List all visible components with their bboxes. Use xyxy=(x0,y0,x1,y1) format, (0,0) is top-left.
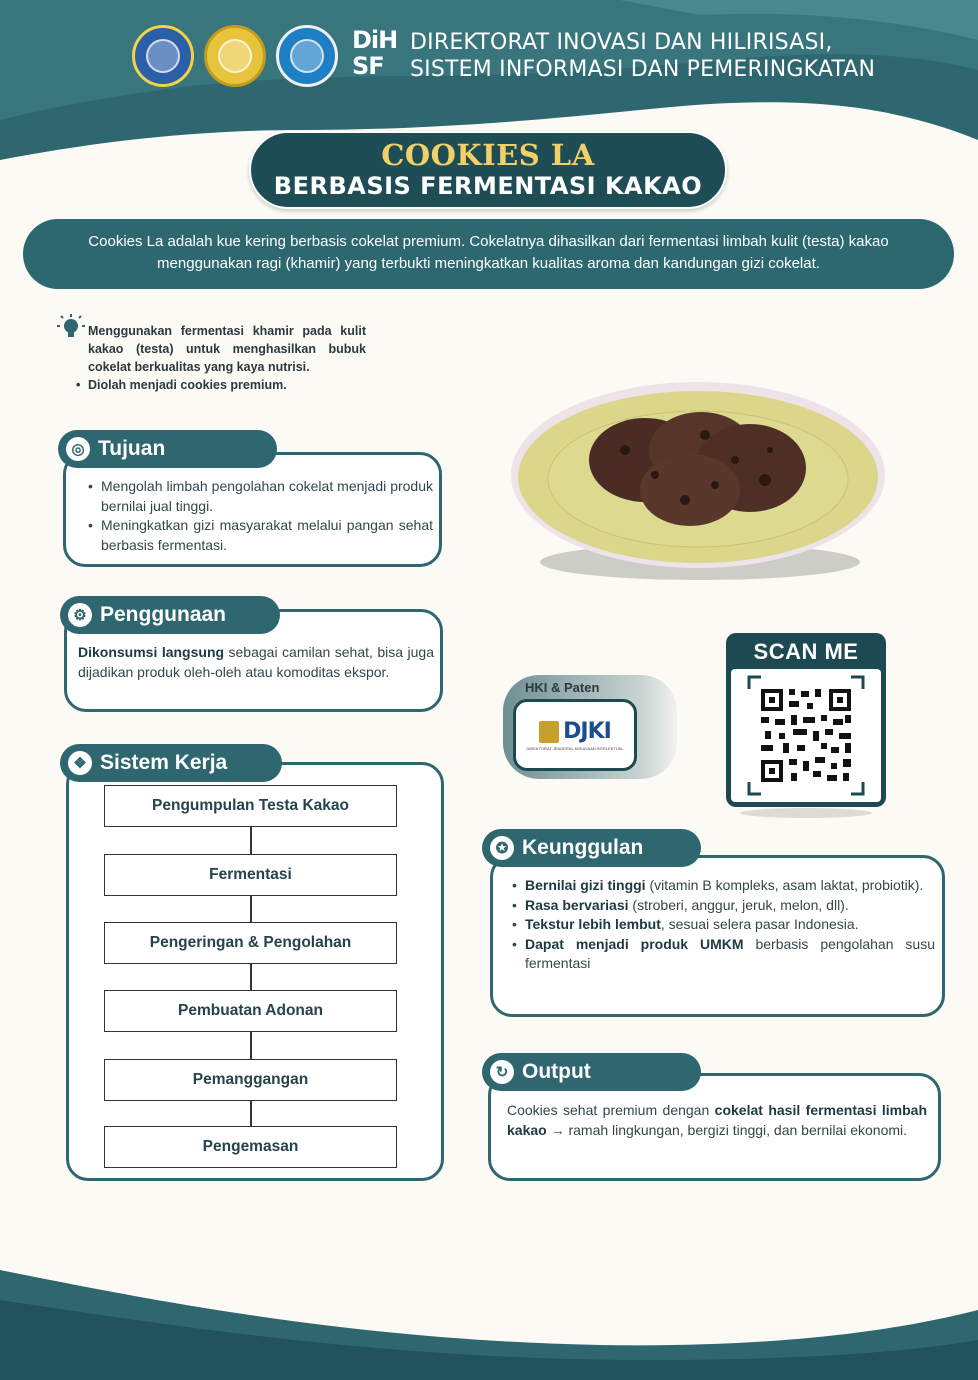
directorate-title: DIREKTORAT INOVASI DAN HILIRISASI, SISTEM INFORMASI DAN PEMERINGKATAN xyxy=(410,30,876,82)
highlight-item: • Diolah menjadi cookies premium. xyxy=(76,376,366,394)
chart-icon: ❖ xyxy=(68,751,92,775)
intro-description: Cookies La adalah kue kering berbasis cokelat premium. Cokelatnya dihasilkan dari fermentasi limbah kulit (testa) kakao menggunakan ragi (khamir) yang terbukti meningkatkan kualitas aroma dan kandungan gizi cokelat. xyxy=(23,219,954,289)
djki-logo-card: DJKI DIREKTORAT JENDERAL KEKAYAAN INTELEKTUAL xyxy=(513,699,637,771)
highlight-item: Menggunakan fermentasi khamir pada kulit kakao (testa) untuk menghasilkan bubuk cokelat berkualitas yang kaya nutrisi. xyxy=(88,324,366,374)
tujuan-list xyxy=(88,477,433,555)
qr-card[interactable] xyxy=(726,633,886,807)
penggunaan-title: Penggunaan xyxy=(100,603,227,626)
output-title: Output xyxy=(522,1060,591,1083)
output-icon: ↻ xyxy=(490,1060,514,1084)
penggunaan-header xyxy=(60,596,280,634)
flow-connector xyxy=(250,1032,252,1059)
keunggulan-item: • Dapat menjadi produk UMKM berbasis pengolahan susu fermentasi xyxy=(512,935,935,974)
qr-shadow xyxy=(740,808,872,818)
flow-step: Pembuatan Adonan xyxy=(104,990,397,1032)
target-icon: ◎ xyxy=(66,437,90,461)
qr-area xyxy=(731,669,881,802)
penggunaan-text: Dikonsumsi langsung sebagai camilan sehat, bisa juga dijadikan produk oleh-oleh atau komoditas ekspor. xyxy=(78,644,434,680)
gear-icon: ⚙ xyxy=(68,603,92,627)
qr-title: SCAN ME xyxy=(753,639,859,664)
product-subtitle: BERBASIS FERMENTASI KAKAO xyxy=(273,172,703,200)
tujuan-item: • Meningkatkan gizi masyarakat melalui pangan sehat berbasis fermentasi. xyxy=(88,516,433,555)
output-header xyxy=(482,1053,701,1091)
tujuan-item: • Mengolah limbah pengolahan cokelat menjadi produk bernilai jual tinggi. xyxy=(88,477,433,516)
product-title-banner xyxy=(249,131,727,209)
hki-paten-badge xyxy=(503,675,677,779)
flow-step: Fermentasi xyxy=(104,854,397,896)
tujuan-header xyxy=(58,430,277,468)
award-icon: ✪ xyxy=(490,836,514,860)
flow-step: Pengeringan & Pengolahan xyxy=(104,922,397,964)
flow-step: Pengumpulan Testa Kakao xyxy=(104,785,397,827)
output-text: Cookies sehat premium dengan cokelat hasil fermentasi limbah kakao → ramah lingkungan, bergizi tinggi, dan bernilai ekonomi. xyxy=(507,1102,927,1138)
keunggulan-header xyxy=(482,829,701,867)
keunggulan-item: • Bernilai gizi tinggi (vitamin B kompleks, asam laktat, probiotik). xyxy=(512,876,935,896)
footer-wave-background xyxy=(0,1260,978,1380)
cookie-plate-image xyxy=(505,380,895,590)
djki-logo: DJKI xyxy=(539,719,611,744)
flow-connector xyxy=(250,964,252,991)
flow-connector xyxy=(250,1100,252,1126)
header xyxy=(132,22,892,90)
garuda-emblem-icon xyxy=(539,721,559,743)
dihsf-logo: DiH SF xyxy=(352,26,398,80)
flow-step: Pengemasan xyxy=(104,1126,397,1168)
tujuan-box xyxy=(63,452,442,567)
flow-connector xyxy=(250,827,252,854)
sistem-kerja-title: Sistem Kerja xyxy=(100,751,228,774)
highlight-list xyxy=(76,322,366,394)
flow-connector xyxy=(250,895,252,922)
diktisaintek-logo xyxy=(276,25,338,87)
keunggulan-title: Keunggulan xyxy=(522,836,644,859)
product-title: COOKIES LA xyxy=(381,138,595,172)
hki-label: HKI & Paten xyxy=(525,680,600,695)
university-logo-1 xyxy=(132,25,194,87)
tujuan-title: Tujuan xyxy=(98,437,166,460)
keunggulan-box xyxy=(490,855,945,1017)
keunggulan-item: • Tekstur lebih lembut, sesuai selera pasar Indonesia. xyxy=(512,915,935,935)
keunggulan-item: • Rasa bervariasi (stroberi, anggur, jeruk, melon, dll). xyxy=(512,896,935,916)
sistem-kerja-header xyxy=(60,744,282,782)
keunggulan-list xyxy=(512,876,935,974)
qr-code[interactable] xyxy=(731,669,881,802)
university-logo-2 xyxy=(204,25,266,87)
flow-step: Pemanggangan xyxy=(104,1059,397,1101)
